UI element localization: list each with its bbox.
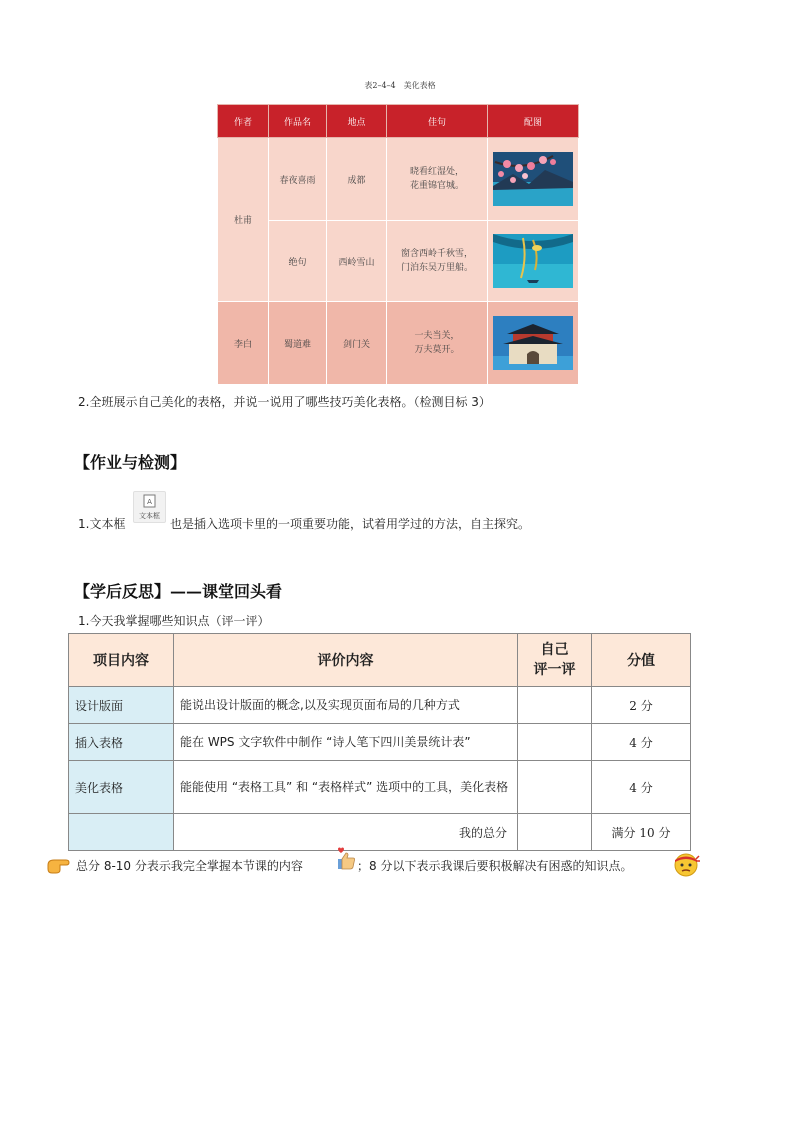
- image-cell: [488, 221, 579, 302]
- header-content: 评价内容: [174, 634, 518, 687]
- lines-cell: [387, 221, 488, 302]
- content-cell: 能能使用 “表格工具” 和 “表格样式” 选项中的工具，美化表格: [174, 761, 518, 814]
- score-cell: 4 分: [592, 724, 691, 761]
- gate-tower-picture: [493, 316, 573, 370]
- author-cell: 李白: [218, 302, 269, 385]
- header-place: 地点: [327, 105, 387, 138]
- table-row: [218, 302, 579, 385]
- verse-line: 一夫当关，: [414, 331, 460, 341]
- total-self-eval-cell[interactable]: [518, 814, 592, 851]
- header-image: 配图: [488, 105, 579, 138]
- cherry-blossom-picture: [493, 152, 573, 206]
- header-work: 作品名: [269, 105, 327, 138]
- total-label: 我的总分: [174, 814, 518, 851]
- table-row: [69, 724, 691, 761]
- place-cell: 成都: [327, 138, 387, 221]
- image-cell: [488, 138, 579, 221]
- pointing-hand-icon: [46, 855, 70, 875]
- svg-text:A: A: [147, 498, 152, 506]
- item-cell: 美化表格: [69, 761, 174, 814]
- table-row: [218, 221, 579, 302]
- verse-line: 窗含西岭千秋雪，: [400, 249, 473, 259]
- footer-part2: ；8 分以下表示我课后要积极解决有困惑的知识点。: [357, 859, 633, 873]
- image-cell: [488, 302, 579, 385]
- header-item: 项目内容: [69, 634, 174, 687]
- text-box-icon-label: 文本框: [139, 512, 160, 520]
- activity-line: 2.全班展示自己美化的表格，并说一说用了哪些技巧美化表格。（检测目标 3）: [78, 395, 491, 409]
- work-cell: 绝句: [269, 221, 327, 302]
- total-row: [69, 814, 691, 851]
- poem-table: [217, 104, 579, 385]
- work-cell: 蜀道难: [269, 302, 327, 385]
- evaluation-table: [68, 633, 691, 851]
- header-lines: 佳句: [387, 105, 488, 138]
- score-cell: 2 分: [592, 687, 691, 724]
- text-box-icon: [133, 491, 166, 523]
- self-eval-cell[interactable]: [518, 761, 592, 814]
- verse-line: 花重锦官城。: [409, 181, 464, 191]
- header-author: 作者: [218, 105, 269, 138]
- lines-cell: [387, 138, 488, 221]
- homework-heading: 【作业与检测】: [74, 453, 187, 472]
- table-row: [69, 761, 691, 814]
- reflection-subtitle: 1.今天我掌握哪些知识点（评一评）: [78, 614, 270, 628]
- thumbs-up-heart-icon: [335, 847, 357, 871]
- content-cell: 能在 WPS 文字软件中制作 “诗人笔下四川美景统计表”: [174, 724, 518, 761]
- total-blank-cell: [69, 814, 174, 851]
- self-eval-cell[interactable]: [518, 687, 592, 724]
- work-cell: 春夜喜雨: [269, 138, 327, 221]
- place-cell: 剑门关: [327, 302, 387, 385]
- header-self-eval: 自己 评一评: [518, 634, 592, 687]
- lines-cell: [387, 302, 488, 385]
- author-cell: 杜甫: [218, 138, 269, 302]
- item-cell: 插入表格: [69, 724, 174, 761]
- willow-boat-picture: [493, 234, 573, 288]
- table-caption: 表2–4–4 美化表格: [364, 81, 436, 90]
- table-row: [69, 687, 691, 724]
- table-row: [218, 138, 579, 221]
- verse-line: 万夫莫开。: [414, 345, 460, 355]
- place-cell: 西岭雪山: [327, 221, 387, 302]
- verse-line: 门泊东吴万里船。: [400, 263, 473, 273]
- confused-face-icon: [672, 850, 700, 878]
- reflection-heading: 【学后反思】——课堂回头看: [74, 582, 283, 601]
- header-score: 分值: [592, 634, 691, 687]
- verse-line: 晓看红湿处，: [409, 167, 464, 177]
- item-cell: 设计版面: [69, 687, 174, 724]
- homework-prefix: 1.文本框: [78, 517, 126, 531]
- content-cell: 能说出设计版面的概念,以及实现页面布局的几种方式: [174, 687, 518, 724]
- total-score: 满分 10 分: [592, 814, 691, 851]
- score-cell: 4 分: [592, 761, 691, 814]
- footer-part1: 总分 8-10 分表示我完全掌握本节课的内容: [76, 859, 303, 873]
- self-eval-cell[interactable]: [518, 724, 592, 761]
- homework-suffix: 也是插入选项卡里的一项重要功能，试着用学过的方法，自主探究。: [170, 517, 531, 531]
